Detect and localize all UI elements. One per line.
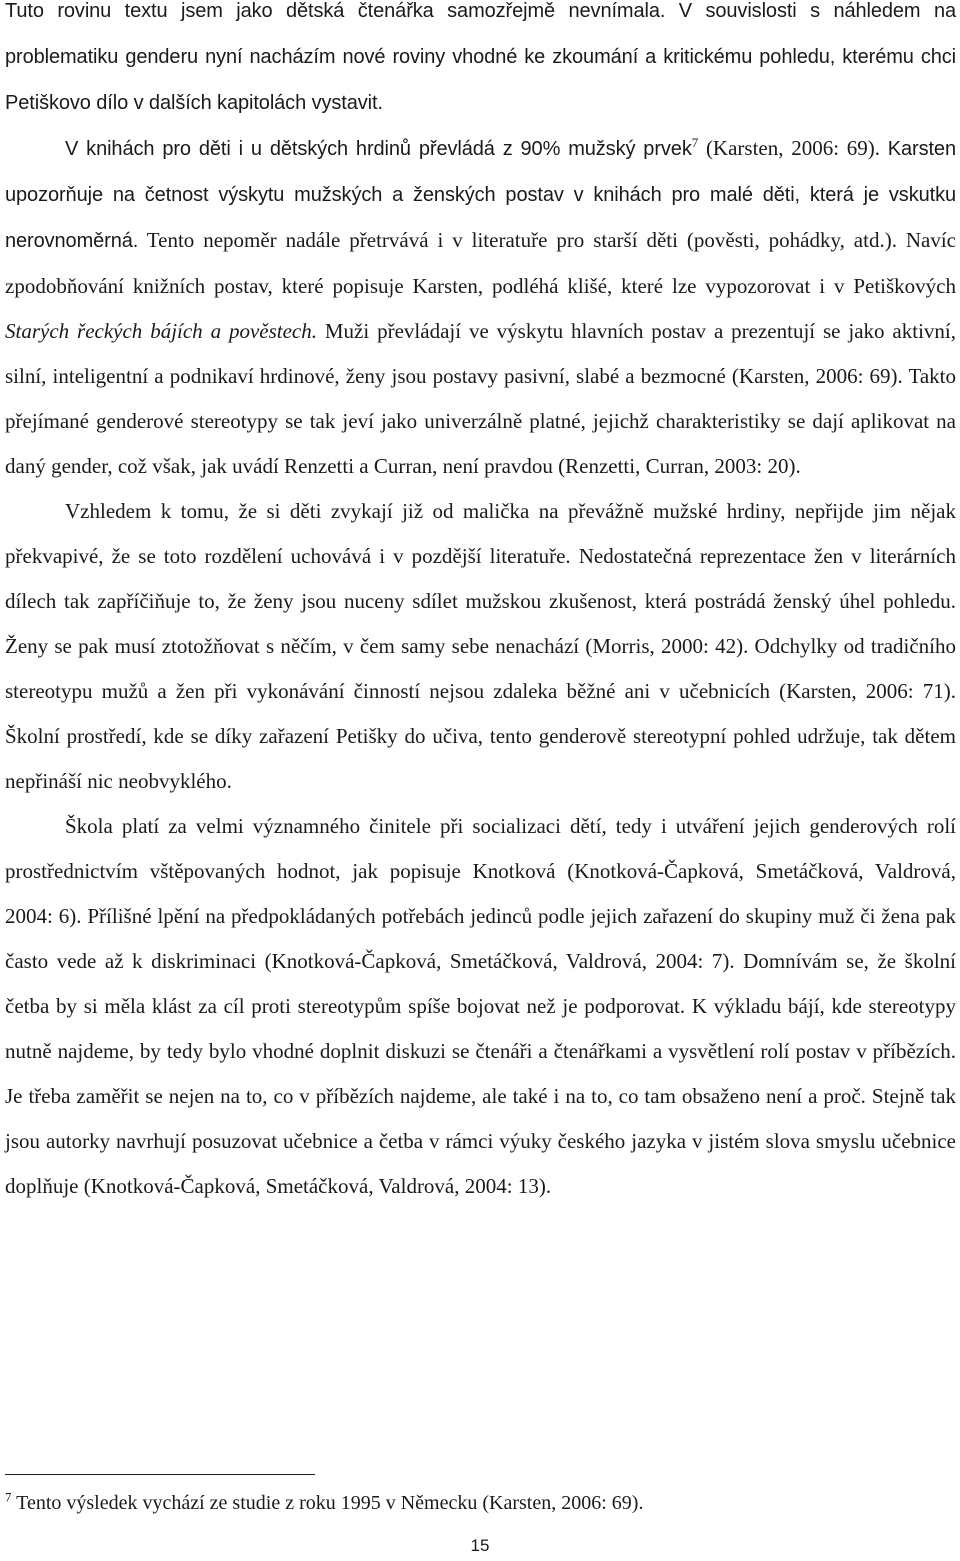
paragraph-2-text-b: (Karsten, 2006: 69). (698, 136, 888, 160)
footnote-separator (5, 1474, 315, 1475)
paragraph-4-text: Škola platí za velmi významného činitele při socializaci dětí, tedy i utváření jejich genderových rolí prostřednictvím vštěpovaných hodnot, jak popisuje Knotková (Knotková-Čapková, Smetáčková, Valdrová, 2004: 6). Přílišné lpění na předpokládaných potřebách jedinců podle jejich zařazení do skupiny muž či žena pak často vede až k diskriminaci (Knotková-Čapková, Smetáčková, Valdrová, 2004: 7). Domnívám se, že školní četba by si měla klást za cíl proti stereotypům spíše bojovat než je podporovat. K výkladu bájí, kde stereotypy nutně najdeme, by tedy bylo vhodné doplnit diskuzi se čtenáři a čtenářkami a vysvětlení rolí postav v příbězích. Je třeba zaměřit se nejen na to, co v příbězích najdeme, ale také i na to, co tam obsaženo není a proč. Stejně tak jsou autorky navrhují posuzovat učebnice a četba v rámci výuky českého jazyka v jistém slova smyslu učebnice doplňuje (Knotková-Čapková, Smetáčková, Valdrová, 2004: 13). (5, 814, 956, 1198)
paragraph-2-text-d: Tento nepoměr nadále přetrvává i v literatuře pro starší děti (pověsti, pohádky, atd.). Navíc zpodobňování knižních postav, které popisuje Karsten, podléhá klišé, které lze vypozorovat i v Petiškových (5, 228, 956, 298)
page-number: 15 (470, 1536, 490, 1555)
paragraph-3 (5, 489, 956, 804)
paragraph-2-text-a: V knihách pro děti i u dětských hrdinů převládá z 90% mužský prvek (65, 138, 692, 160)
document-page (5, 0, 956, 1209)
paragraph-2-text-e: Muži převládají ve výskytu hlavních postav a prezentují se jako aktivní, silní, inteligentní a podnikaví hrdinové, ženy jsou postavy pasivní, slabé a bezmocné (Karsten, 2006: 69). Takto přejímané genderové stereotypy se tak jeví jako univerzálně platné, jejichž charakteristiky se dají aplikovat na daný gender, což však, jak uvádí Renzetti a Curran, není pravdou (Renzetti, Curran, 2003: 20). (5, 319, 956, 478)
paragraph-1 (5, 0, 956, 126)
footnote-text: Tento výsledek vychází ze studie z roku 1995 v Německu (Karsten, 2006: 69). (11, 1492, 644, 1514)
footnote-reference[interactable]: 7 (691, 135, 699, 150)
paragraph-1-text: Tuto rovinu textu jsem jako dětská čtenářka samozřejmě nevnímala. V souvislosti s náhledem na problematiku genderu nyní nacházím nové roviny vhodné ke zkoumání a kritickému pohledu, kterému chci Petiškovo dílo v dalších kapitolách vystavit. (5, 0, 956, 114)
footnote-number: 7 (5, 1489, 12, 1505)
paragraph-4 (5, 804, 956, 1209)
paragraph-2-text-c: Karsten upozorňuje na četnost výskytu mužských a ženských postav v knihách pro malé děti, která je vskutku nerovnoměrná. (5, 138, 956, 252)
paragraph-2 (5, 126, 956, 489)
footnote (5, 1490, 643, 1516)
book-title-italic: Starých řeckých bájích a pověstech. (5, 319, 317, 343)
paragraph-3-text: Vzhledem k tomu, že si děti zvykají již od malička na převážně mužské hrdiny, nepřijde jim nějak překvapivé, že se toto rozdělení uchovává i v pozdější literatuře. Nedostatečná reprezentace žen v literárních dílech tak zapříčiňuje to, že ženy jsou nuceny sdílet mužskou zkušenost, která postrádá ženský úhel pohledu. Ženy se pak musí ztotožňovat s něčím, v čem samy sebe nenachází (Morris, 2000: 42). Odchylky od tradičního stereotypu mužů a žen při vykonávání činností nejsou zdaleka běžné ani v učebnicích (Karsten, 2006: 71). Školní prostředí, kde se díky zařazení Petišky do učiva, tento genderově stereotypní pohled udržuje, tak dětem nepřináší nic neobvyklého. (5, 499, 956, 793)
